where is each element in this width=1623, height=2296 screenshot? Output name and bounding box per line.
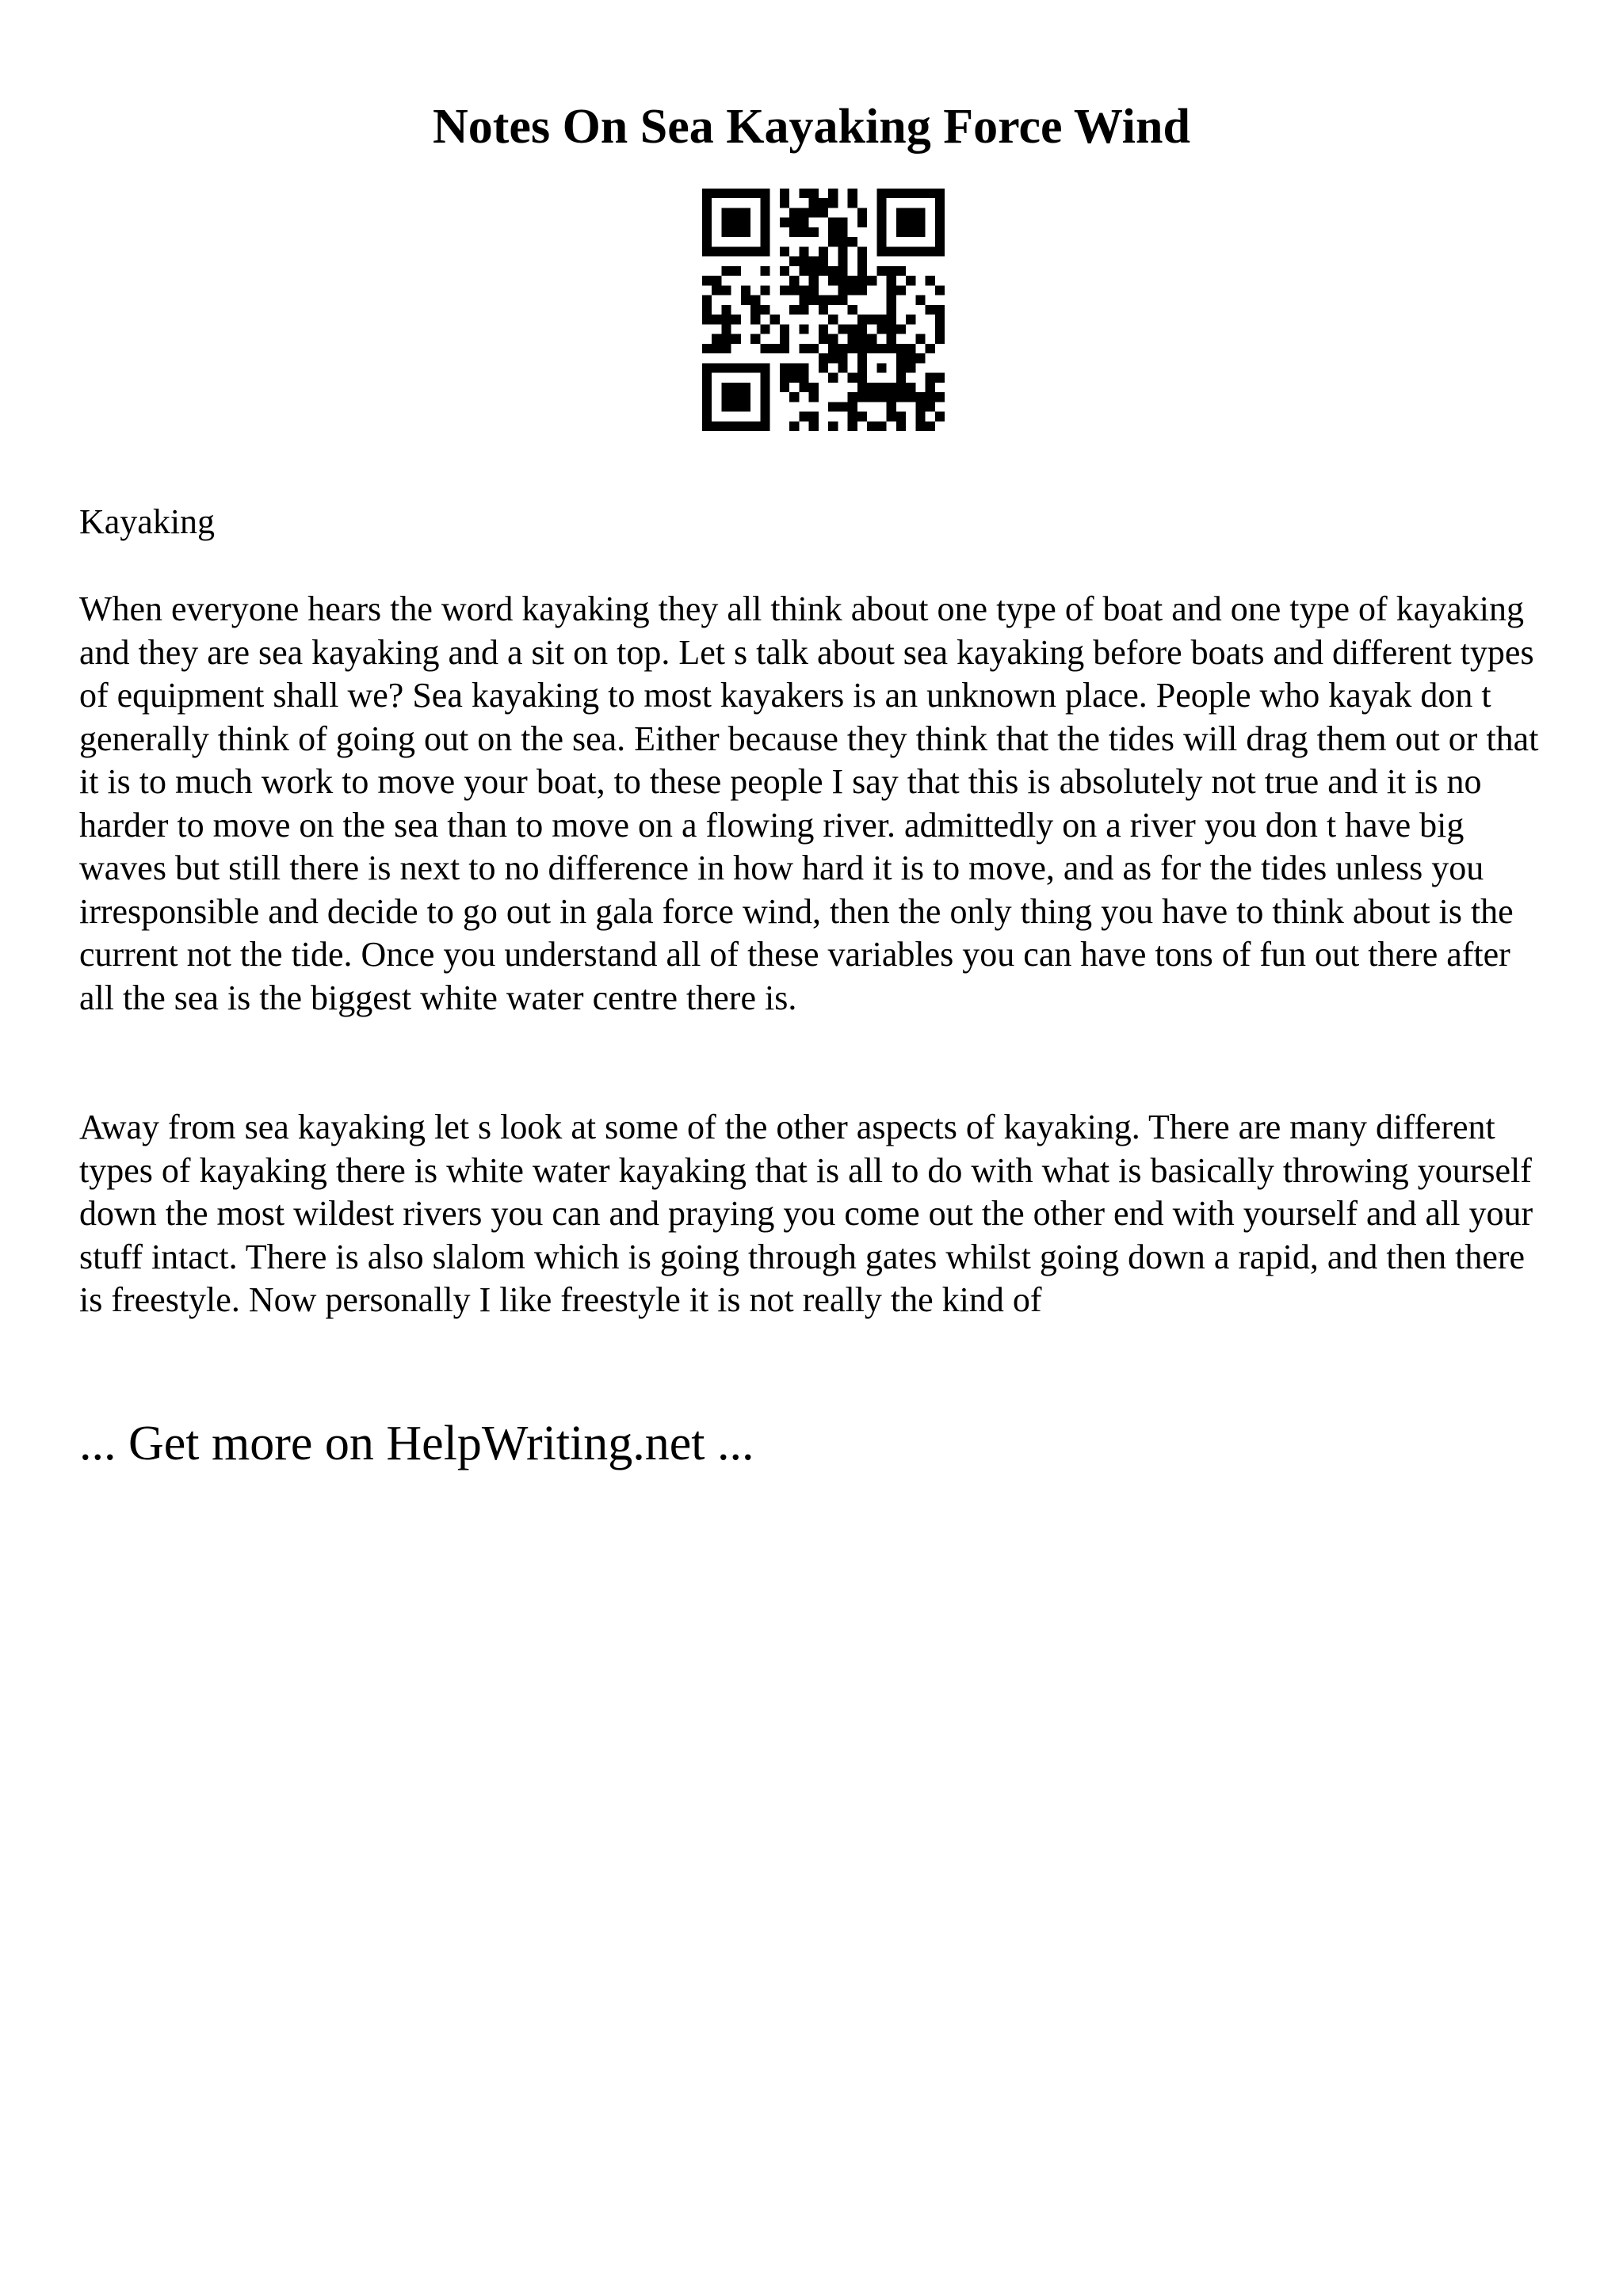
section-heading: Kayaking [79, 502, 216, 541]
document-title: Notes On Sea Kayaking Force Wind [433, 100, 1190, 154]
paragraph-2: Away from sea kayaking let s look at some of the other aspects of kayaking. There are many different types of kayaking there is white water kayaking that is all to do with what is basically throwing yourself down the most wildest rivers you can and praying you come out the other end with yourself and all your stuff intact. There is also slalom which is going through gates whilst going down a rapid, and then there is freestyle. Now personally I like freestyle it is not really the kind of [79, 1108, 1533, 1319]
qr-code-icon [702, 189, 945, 431]
paragraph-1: When everyone hears the word kayaking they all think about one type of boat and one type of kayaking and they are sea kayaking and a sit on top. Let s talk about sea kayaking before boats and different types of equipment shall we? Sea kayaking to most kayakers is an unknown place. People who kayak don t generally think of going out on the sea. Either because they think that the tides will drag them out or that it is to much work to move your boat, to these people I say that this is absolutely not true and it is no harder to move on the sea than to move on a flowing river. admittedly on a river you don t have big waves but still there is next to no difference in how hard it is to move, and as for the tides unless you irresponsible and decide to go out in gala force wind, then the only thing you have to think about is the current not the tide. Once you understand all of these variables you can have tons of fun out there after all the sea is the biggest white water centre there is. [79, 589, 1539, 1017]
get-more-link[interactable]: ... Get more on HelpWriting.net ... [79, 1417, 754, 1470]
